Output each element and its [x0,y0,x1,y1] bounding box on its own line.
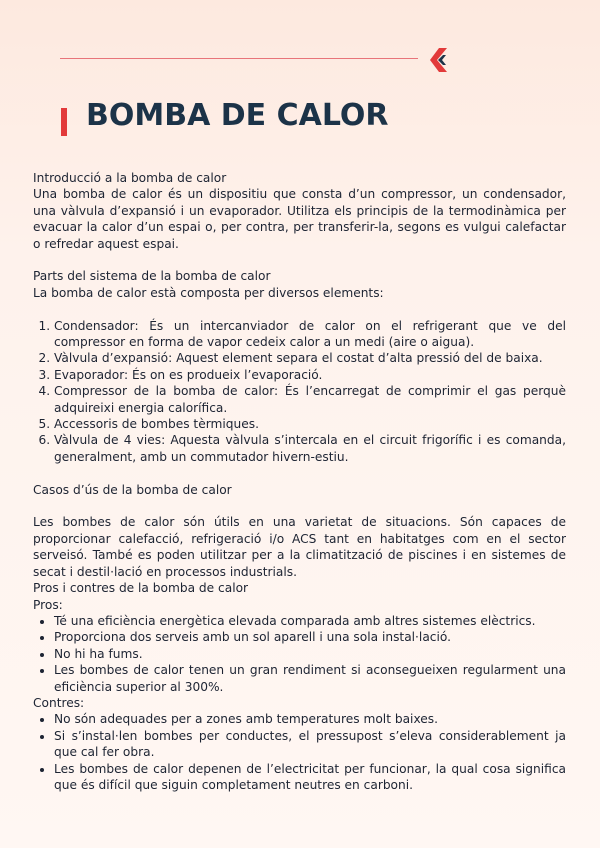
list-item: • Les bombes de calor tenen un gran rendiment si aconsegueixen regularment una eficiència superior al 300%. [54,662,566,695]
document-body [33,170,566,793]
spacer [33,301,566,317]
spacer [33,498,566,514]
cons-label: Contres: [33,695,85,710]
list-item: 1. Condensador: És un intercanviador de calor on el refrigerant que ve del compressor en forma de vapor cedeix calor a un medi (aire o aigua). [54,318,566,351]
proscons-heading: Pros i contres de la bomba de calor [33,581,249,596]
parts-intro: La bomba de calor està composta per diversos elements: [33,285,384,300]
list-item: • Proporciona dos serveis amb un sol aparell i una sola instal·lació. [54,629,566,645]
list-item: • Té una eficiència energètica elevada comparada amb altres sistemes elèctrics. [54,613,566,629]
list-item: • No són adequades per a zones amb temperatures molt baixes. [54,711,566,727]
page-title: BOMBA DE CALOR [86,98,389,133]
list-item: • Si s’instal·len bombes per conductes, el pressupost s’eleva considerablement ja que cal fer obra. [54,728,566,761]
list-item: • Les bombes de calor depenen de l’electricitat per funcionar, la qual cosa significa que és difícil que siguin completament neutres en carboni. [54,761,566,794]
title-accent-bar [61,108,67,136]
intro-paragraph: Una bomba de calor és un dispositiu que consta d’un compressor, un condensador, una vàlvula d’expansió i un evaporador. Utilitza els principis de la termodinàmica per evacuar la calor d’un espai o, per contra, per transferir-la, segons es vulgui calefactar o refredar aquest espai. [33,187,566,251]
list-item: 4. Compressor de la bomba de calor: És l’encarregat de comprimir el gas perquè adquireixi energia calorífica. [54,383,566,416]
list-item: 6. Vàlvula de 4 vies: Aquesta vàlvula s’intercala en el circuit frigorífic i es comanda, generalment, amb un commutador hivern-estiu. [54,432,566,465]
intro-heading: Introducció a la bomba de calor [33,171,227,185]
spacer [33,252,566,268]
parts-heading: Parts del sistema de la bomba de calor [33,269,271,284]
parts-list [33,318,566,466]
list-item: 5. Accessoris de bombes tèrmiques. [54,416,566,432]
spacer [33,465,566,481]
list-item: 3. Evaporador: És on es produeix l’evaporació. [54,367,566,383]
uses-paragraph: Les bombes de calor són útils en una varietat de situacions. Són capaces de proporcionar calefacció, refrigeració i/o ACS tant en habitatges com en el sector serveisó. També es poden utilitzar per a la climatització de piscines i en sistemes de secat i destil·lació en processos industrials. [33,515,566,579]
pros-label: Pros: [33,597,63,612]
list-item: • No hi ha fums. [54,646,566,662]
pros-list [33,613,566,695]
header-divider-line [60,58,418,59]
uses-heading: Casos d’ús de la bomba de calor [33,482,232,497]
brand-logo-icon [428,47,450,73]
cons-list [33,711,566,793]
list-item: 2. Vàlvula d’expansió: Aquest element separa el costat d’alta pressió del de baixa. [54,350,566,366]
